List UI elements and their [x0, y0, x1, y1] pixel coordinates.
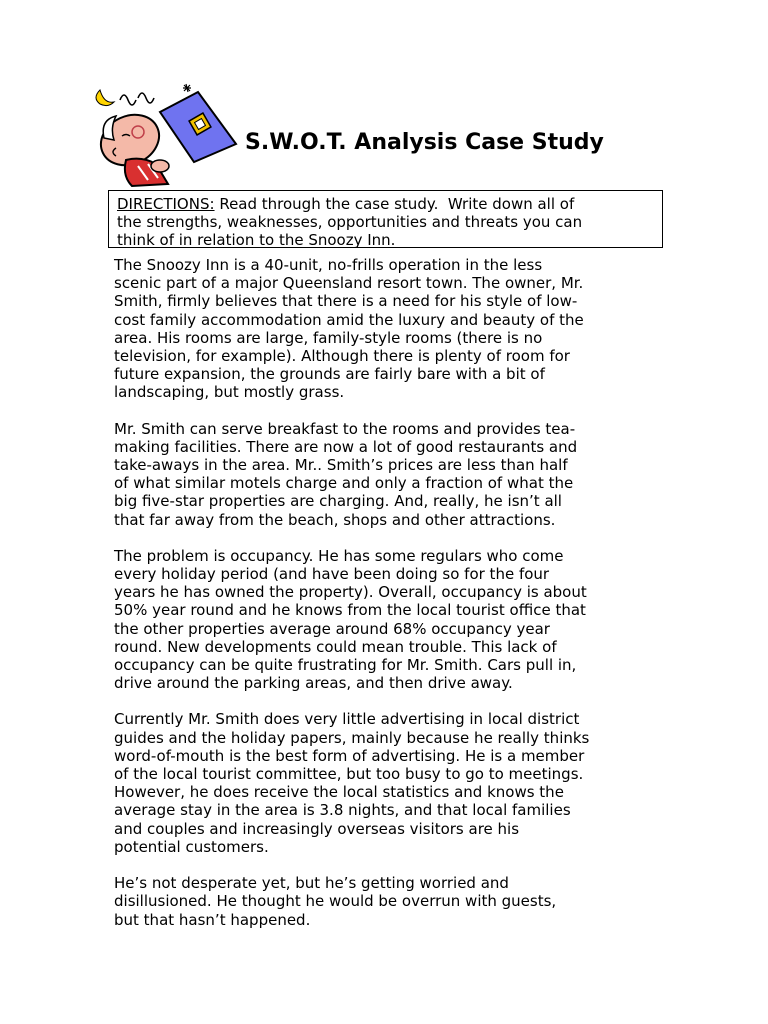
text-line: He’s not desperate yet, but he’s getting worried and — [114, 874, 509, 893]
paragraph — [114, 547, 654, 693]
case-study-text — [114, 256, 654, 947]
text-line: potential customers. — [114, 837, 269, 856]
text-line: Mr. Smith can serve breakfast to the rooms and provides tea- — [114, 419, 576, 438]
text-line: landscaping, but mostly grass. — [114, 383, 345, 402]
text-line: and couples and increasingly overseas visitors are his — [114, 819, 520, 838]
moon-icon — [96, 90, 114, 106]
text-line: big five-star properties are charging. And, really, he isn’t all — [114, 492, 562, 511]
snore-squiggle-icon — [120, 93, 154, 105]
text-line: television, for example). Although there is plenty of room for — [114, 347, 570, 366]
text-line: future expansion, the grounds are fairly bare with a bit of — [114, 365, 545, 384]
text-line: the other properties average around 68% occupancy year — [114, 619, 550, 638]
text-line: round. New developments could mean trouble. This lack of — [114, 637, 557, 656]
text-line: but that hasn’t happened. — [114, 910, 311, 929]
directions-line — [117, 195, 654, 213]
text-line: average stay in the area is 3.8 nights, and that local families — [114, 801, 571, 820]
directions-line: think of in relation to the Snoozy Inn. — [117, 231, 396, 248]
text-line: every holiday period (and have been doing so for the four — [114, 565, 550, 584]
directions-text: Read through the case study. Write down all of — [214, 195, 575, 213]
text-line: disillusioned. He thought he would be overrun with guests, — [114, 892, 557, 911]
text-line: cost family accommodation amid the luxury and beauty of the — [114, 310, 584, 329]
text-line: drive around the parking areas, and then drive away. — [114, 674, 513, 693]
text-line: Currently Mr. Smith does very little advertising in local district — [114, 710, 580, 729]
text-line: making facilities. There are now a lot of good restaurants and — [114, 437, 578, 456]
text-line: Smith, firmly believes that there is a need for his style of low- — [114, 292, 578, 311]
page-title: S.W.O.T. Analysis Case Study — [245, 130, 604, 155]
paragraph — [114, 710, 654, 856]
text-line: However, he does receive the local statistics and knows the — [114, 783, 564, 802]
text-line: that far away from the beach, shops and other attractions. — [114, 510, 556, 529]
star-icon — [183, 84, 191, 92]
text-line: of the local tourist committee, but too busy to go to meetings. — [114, 765, 584, 784]
directions-label: DIRECTIONS: — [117, 195, 215, 213]
text-line: take-aways in the area. Mr.. Smith’s prices are less than half — [114, 456, 568, 475]
text-line: The problem is occupancy. He has some regulars who come — [114, 546, 564, 565]
text-line: 50% year round and he knows from the local tourist office that — [114, 601, 586, 620]
directions-box — [108, 190, 663, 248]
paragraph — [114, 256, 654, 402]
text-line: years he has owned the property). Overall, occupancy is about — [114, 583, 587, 602]
sleeping-person-clipart — [86, 80, 262, 188]
text-line: word-of-mouth is the best form of advertising. He is a member — [114, 746, 585, 765]
text-line: guides and the holiday papers, mainly because he really thinks — [114, 728, 590, 747]
directions-line: the strengths, weaknesses, opportunities and threats you can — [117, 213, 583, 231]
text-line: scenic part of a major Queensland resort town. The owner, Mr. — [114, 274, 584, 293]
paragraph — [114, 420, 654, 529]
text-line: occupancy can be quite frustrating for Mr. Smith. Cars pull in, — [114, 656, 577, 675]
text-line: The Snoozy Inn is a 40-unit, no-frills operation in the less — [114, 256, 543, 274]
paragraph — [114, 874, 654, 929]
text-line: of what similar motels charge and only a fraction of what the — [114, 474, 574, 493]
text-line: area. His rooms are large, family-style rooms (there is no — [114, 328, 543, 347]
